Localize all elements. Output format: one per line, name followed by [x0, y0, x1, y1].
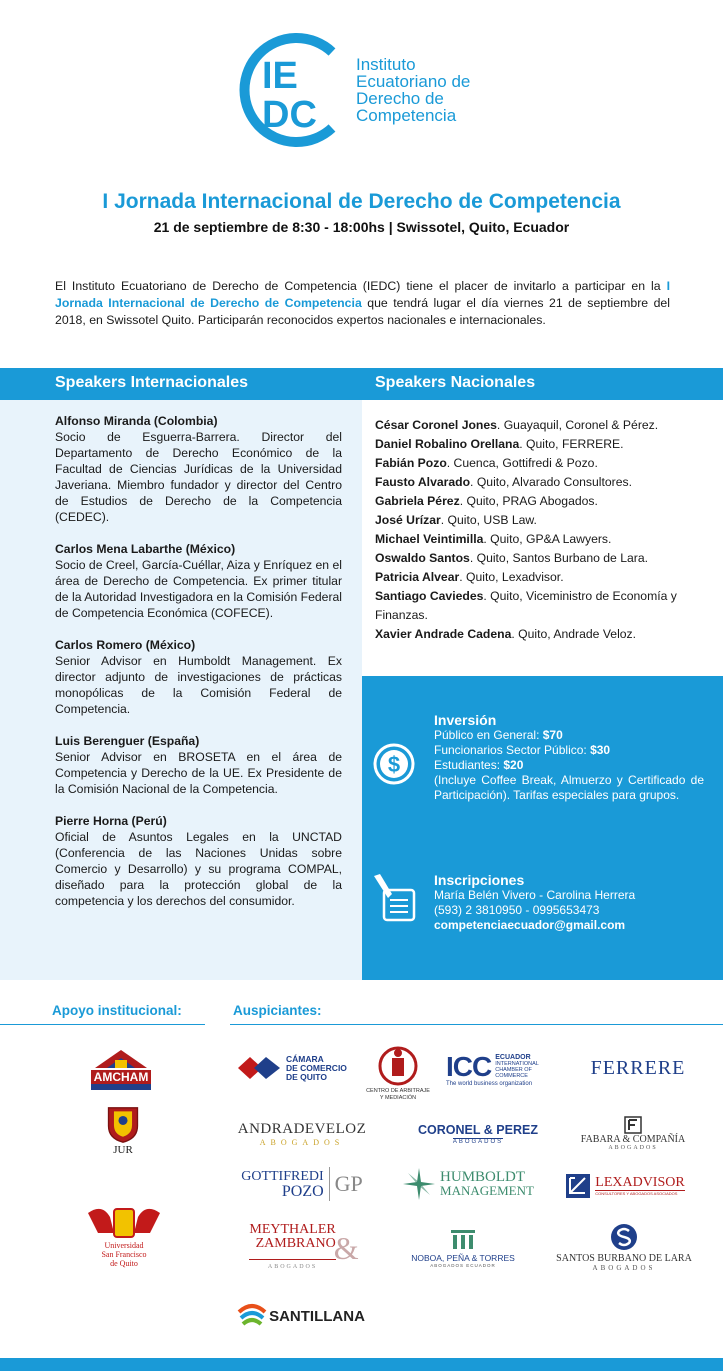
speaker-name: Santiago Caviedes: [375, 589, 484, 603]
gottifredi-line-2: POZO: [281, 1183, 324, 1200]
speaker-detail: . Quito, Alvarado Consultores.: [470, 475, 632, 489]
gottifredi-line-1: GOTTIFREDI: [241, 1169, 324, 1184]
logo-line-4: Competencia: [356, 106, 457, 125]
speaker-bio: Senior Advisor en Humboldt Management. Ex director adjunto de investigaciones de prácticas monopólicas de la Comisión Federal de Competencia.: [55, 654, 342, 716]
noboa-logo: [400, 1222, 526, 1274]
logo-line-1: Instituto: [356, 55, 416, 74]
icc-logo: [446, 1048, 574, 1092]
speaker-name: Alfonso Miranda (Colombia): [55, 414, 218, 428]
price-value: $30: [590, 743, 611, 757]
speaker-detail: . Quito, GP&A Lawyers.: [483, 532, 612, 546]
humboldt-line-2: MANAGEMENT: [440, 1183, 534, 1198]
fabara-logo: [574, 1110, 692, 1156]
form-icon: [370, 872, 420, 926]
amcham-name: AMCHAM: [91, 1070, 151, 1084]
logo-line-3: Derecho de: [356, 89, 444, 108]
coronel-perez-logo: [408, 1118, 548, 1150]
speaker-bio: Socio de Esguerra-Barrera. Director del Departamento de Derecho Económico de la Facultad de Ciencias Jurídicas de la Universidad Javeriana. Miembro fundador y director del Centro de Estudios de Derecho de la Competencia (CEDEC).: [55, 430, 342, 524]
gottifredi-divider: [329, 1167, 330, 1201]
speaker-detail: . Quito, Lexadvisor.: [459, 570, 564, 584]
speaker-nat: [375, 416, 700, 435]
national-speakers-list: [375, 416, 700, 644]
speaker-int: [55, 413, 342, 525]
camara-line-1: CÁMARA: [286, 1053, 324, 1064]
speaker-name: José Urízar: [375, 513, 441, 527]
fabara-sub: ABOGADOS: [608, 1144, 658, 1151]
inscripciones-block: [434, 872, 704, 933]
jur-logo: [98, 1106, 148, 1156]
speaker-int: [55, 637, 342, 717]
logo-initials-bottom: DC: [262, 94, 317, 136]
price-row: [434, 743, 704, 758]
intro-before: El Instituto Ecuatoriano de Derecho de Competencia (IEDC) tiene el placer de invitarlo a participar en la: [55, 279, 667, 293]
speaker-nat: [375, 587, 700, 625]
price-value: $70: [542, 728, 563, 742]
speaker-nat: [375, 511, 700, 530]
speaker-name: Pierre Horna (Perú): [55, 814, 167, 828]
humboldt-line-1: HUMBOLDT: [440, 1169, 526, 1185]
andrade-veloz-logo: [232, 1116, 372, 1152]
speaker-detail: . Quito, Santos Burbano de Lara.: [469, 551, 649, 565]
santos-name: SANTOS BURBANO DE LARA: [556, 1252, 692, 1264]
speaker-nat: [375, 530, 700, 549]
usfq-crest-icon: [84, 1203, 164, 1241]
usfq-name: [101, 1241, 146, 1268]
intro-after: que tendrá lugar el día viernes 21 de septiembre del 2018, en Swissotel Quito. Participarán reconocidos expertos nacionales e internacionales.: [55, 296, 670, 327]
icc-tagline: The world business organization: [446, 1081, 533, 1087]
price-row: [434, 758, 704, 773]
centro-arbitraje-text: [366, 1088, 430, 1102]
inscripciones-title: Inscripciones: [434, 872, 525, 888]
dollar-icon: [372, 742, 416, 786]
speaker-bio: Senior Advisor en BROSETA en el área de Competencia y Derecho de la UE. Ex Presidente de la Comisión Nacional de la Competencia.: [55, 750, 342, 796]
santillana-swoosh-icon: [237, 1302, 267, 1330]
icc-side-text: [495, 1055, 559, 1079]
speaker-bio: Oficial de Asuntos Legales en la UNCTAD (Conferencia de las Naciones Unidas sobre Comercio y Desarrollo) y su programa COMPAL, diseñado para la protección global de la competencia y los derechos del consumidor.: [55, 830, 342, 908]
speaker-name: Luis Berenguer (España): [55, 734, 200, 748]
amcham-emblem-icon: [91, 1048, 151, 1070]
speaker-nat: [375, 435, 700, 454]
icc-mark: ICC: [446, 1051, 492, 1082]
apoyo-label: Apoyo institucional:: [52, 1003, 182, 1018]
info-box: [362, 676, 723, 980]
icc-chamber: INTERNATIONAL CHAMBER OF COMMERCE: [495, 1061, 539, 1079]
andrade-veloz-sub: ABOGADOS: [259, 1138, 345, 1147]
gottifredi-monogram: GP: [334, 1171, 363, 1196]
speaker-nat: [375, 454, 700, 473]
camara-diamond-icon: [236, 1053, 282, 1083]
speaker-name: Michael Veintimilla: [375, 532, 484, 546]
humboldt-logo: [396, 1164, 540, 1204]
speaker-name: Fausto Alvarado: [375, 475, 471, 489]
speaker-detail: . Quito, FERRERE.: [519, 437, 624, 451]
lexadvisor-square-icon: [565, 1173, 591, 1199]
usfq-line-2: San Francisco: [101, 1249, 147, 1259]
centro-arbitraje-logo: [362, 1040, 434, 1106]
santos-burbano-logo: [546, 1218, 702, 1276]
centro-line-1: CENTRO DE ARBITRAJE: [366, 1088, 430, 1094]
svg-text:$: $: [387, 752, 401, 777]
fabara-name: FABARA & COMPAÑÍA: [580, 1133, 686, 1145]
price-label: Estudiantes:: [434, 758, 504, 772]
santos-s-icon: [610, 1223, 638, 1251]
speaker-bio: Socio de Creel, García-Cuéllar, Aiza y Enríquez en el área de Derecho de Competencia. Ex primer titular de la Autoridad Investigadora en la Comisión Federal de Competencia Económica (COFECE).: [55, 558, 342, 620]
fabara-mark-icon: [624, 1116, 642, 1134]
speaker-detail: . Cuenca, Gottifredi & Pozo.: [446, 456, 598, 470]
icc-block: [446, 1053, 559, 1087]
gottifredi-text: [241, 1169, 323, 1199]
speaker-int: [55, 813, 342, 909]
footer-bar: [0, 1358, 723, 1371]
speaker-nat: [375, 473, 700, 492]
noboa-columns-icon: [450, 1229, 476, 1251]
speaker-nat: [375, 568, 700, 587]
jur-shield-icon: [103, 1106, 143, 1144]
meythaler-line-2: ZAMBRANO: [255, 1235, 336, 1251]
meythaler-ampersand-icon: &: [333, 1229, 359, 1266]
centro-arbitraje-icon: [367, 1044, 429, 1088]
event-subtitle: 21 de septiembre de 8:30 - 18:00hs | Swissotel, Quito, Ecuador: [153, 219, 570, 235]
camara-text: [286, 1055, 347, 1082]
logo-initials-top: IE: [262, 55, 298, 97]
speaker-nat: [375, 492, 700, 511]
lexadvisor-name: LEXADVISOR: [595, 1175, 685, 1190]
intro-highlight: I Jornada Internacional de Derecho de Competencia: [55, 279, 670, 310]
meythaler-zambrano-logo: [242, 1222, 366, 1274]
icc-country: ECUADOR: [495, 1054, 531, 1061]
inversion-title: Inversión: [434, 712, 497, 728]
speaker-nat: [375, 549, 700, 568]
price-value: $20: [503, 758, 524, 772]
camara-line-2: DE COMERCIO: [286, 1062, 347, 1073]
andrade-veloz-name: ANDRADEVELOZ: [237, 1121, 367, 1137]
speaker-name: Xavier Andrade Cadena: [375, 627, 512, 641]
usfq-line-3: de Quito: [110, 1258, 138, 1268]
noboa-sub: ABOGADOS ECUADOR: [430, 1262, 496, 1268]
speaker-nat: [375, 625, 700, 644]
apoyo-divider: [0, 1024, 205, 1025]
logo-line-2: Ecuatoriano de: [356, 72, 471, 91]
gottifredi-pozo-logo: [232, 1164, 372, 1204]
contact-phones: (593) 2 3810950 - 0995653473: [434, 903, 600, 917]
contact-names: María Belén Vivero - Carolina Herrera: [434, 888, 636, 902]
speaker-detail: . Quito, USB Law.: [440, 513, 537, 527]
jur-name: JUR: [113, 1144, 133, 1156]
inversion-note: (Incluye Coffee Break, Almuerzo y Certificado de Participación). Tarifas especiales para grupos.: [434, 773, 704, 802]
event-title: I Jornada Internacional de Derecho de Competencia: [102, 190, 621, 213]
section-title-international: Speakers Internacionales: [55, 374, 248, 391]
iedc-logo: [232, 30, 502, 150]
intro-paragraph: [55, 278, 670, 329]
price-row: [434, 728, 704, 743]
meythaler-line-1: MEYTHALER: [249, 1221, 336, 1237]
speaker-name: Patricia Alvear: [375, 570, 460, 584]
speaker-name: Daniel Robalino Orellana: [375, 437, 520, 451]
lexadvisor-text: [595, 1176, 684, 1196]
camara-comercio-logo: [236, 1050, 356, 1086]
santillana-logo: [236, 1296, 366, 1336]
noboa-name: NOBOA, PEÑA & TORRES: [411, 1252, 515, 1263]
speaker-name: Fabián Pozo: [375, 456, 447, 470]
speaker-detail: . Quito, Andrade Veloz.: [511, 627, 637, 641]
price-label: Público en General:: [434, 728, 543, 742]
ferrere-name: FERRERE: [590, 1056, 686, 1079]
ferrere-logo: [588, 1050, 688, 1086]
usfq-line-1: Universidad: [104, 1240, 144, 1250]
auspiciantes-divider: [230, 1024, 723, 1025]
speaker-name: Gabriela Pérez: [375, 494, 460, 508]
amcham-logo: [90, 1044, 152, 1094]
contact-email[interactable]: competenciaecuador@gmail.com: [434, 918, 626, 932]
santillana-name: SANTILLANA: [269, 1307, 365, 1325]
amcham-stripe: [91, 1084, 151, 1090]
speaker-name: Carlos Mena Labarthe (México): [55, 542, 236, 556]
lexadvisor-logo: [560, 1170, 690, 1202]
meythaler-text: [249, 1223, 335, 1274]
santos-sub: ABOGADOS: [592, 1263, 656, 1272]
meythaler-line-3: ABOGADOS: [249, 1259, 335, 1274]
price-label: Funcionarios Sector Público:: [434, 743, 591, 757]
camara-line-3: DE QUITO: [286, 1071, 327, 1082]
humboldt-star-icon: [402, 1167, 436, 1201]
inversion-block: [434, 712, 704, 803]
coronel-perez-name: CORONEL & PEREZ: [418, 1123, 538, 1137]
speaker-name: César Coronel Jones: [375, 418, 497, 432]
logo-wordmark: [356, 56, 470, 124]
humboldt-text: [440, 1170, 534, 1198]
coronel-perez-sub: ABOGADOS: [452, 1139, 504, 1145]
icc-row: [446, 1053, 559, 1081]
centro-line-2: Y MEDIACIÓN: [379, 1095, 417, 1101]
speaker-int: [55, 541, 342, 621]
speaker-name: Oswaldo Santos: [375, 551, 470, 565]
usfq-logo: [82, 1200, 166, 1270]
speaker-detail: . Guayaquil, Coronel & Pérez.: [496, 418, 659, 432]
speaker-name: Carlos Romero (México): [55, 638, 196, 652]
speaker-int: [55, 733, 342, 797]
international-speakers-list: [55, 413, 342, 925]
lexadvisor-sub: CONSULTORES Y ABOGADOS ASOCIADOS: [595, 1191, 678, 1196]
speaker-detail: . Quito, Viceministro de Economía y Finanzas.: [375, 589, 677, 622]
iedc-ring-icon: [232, 30, 352, 150]
speaker-detail: . Quito, PRAG Abogados.: [459, 494, 598, 508]
section-title-national: Speakers Nacionales: [375, 374, 536, 391]
auspiciantes-label: Auspiciantes:: [233, 1003, 322, 1018]
